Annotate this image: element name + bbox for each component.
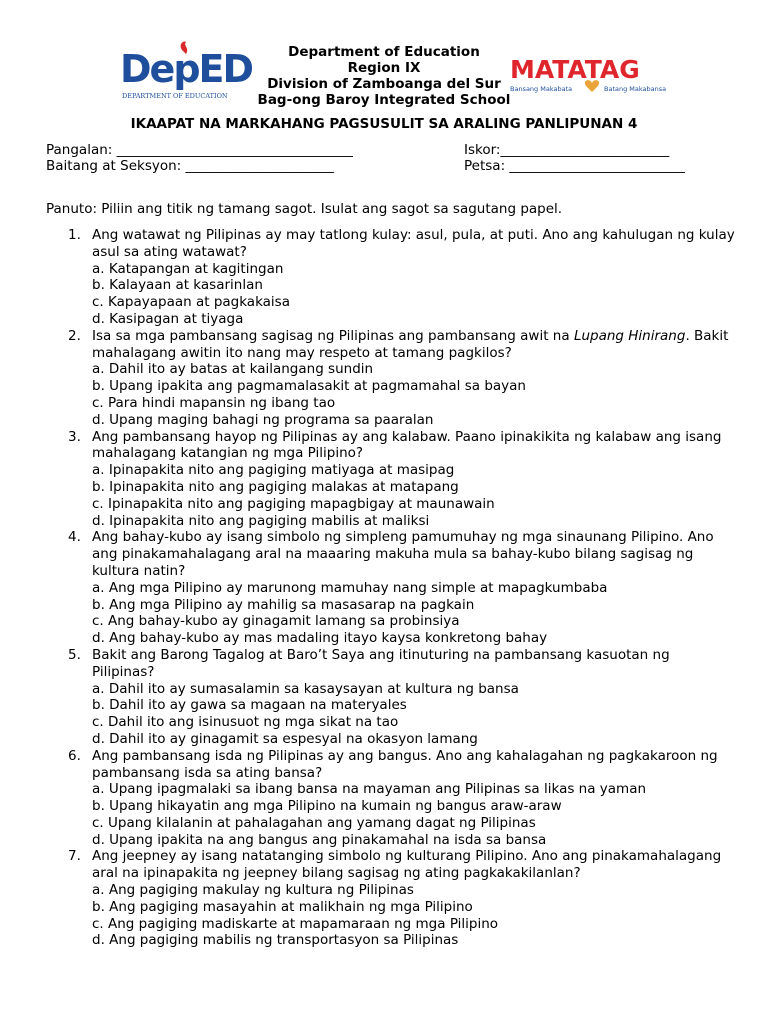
- choice-c: c. Para hindi mapansin ng ibang tao: [92, 394, 336, 411]
- choice-c: c. Ang pagiging madiskarte at mapamaraan ng mga Pilipino: [92, 915, 499, 932]
- grade-section-field[interactable]: Baitang at Seksyon: ______________________: [46, 158, 334, 174]
- svg-text:Batang Makabansa: Batang Makabansa: [604, 85, 667, 93]
- choice-b: b. Kalayaan at kasarinlan: [92, 277, 263, 294]
- instructions: Panuto: Piliin ang titik ng tamang sagot. Isulat ang sagot sa sagutang papel.: [46, 201, 563, 217]
- question-text: Ang pambansang isda ng Pilipinas ay ang bangus. Ano ang kahalagahan ng pagkakaroon ng pambansang isda sa ating bansa?: [92, 747, 718, 781]
- choice-a: a. Ipinapakita nito ang pagiging matiyaga at masipag: [92, 462, 455, 479]
- date-field[interactable]: Petsa: __________________________: [464, 158, 685, 174]
- song-title: Lupang Hinirang: [573, 327, 686, 344]
- header-department: Department of Education: [288, 44, 480, 60]
- question-item: [46, 748, 736, 849]
- svg-text:MATATAG: MATATAG: [510, 55, 640, 84]
- question-item: [46, 848, 736, 949]
- question-number: 2.: [68, 327, 81, 344]
- exam-title: IKAAPAT NA MARKAHANG PAGSUSULIT SA ARALING PANLIPUNAN 4: [130, 116, 638, 132]
- question-number: 4.: [68, 529, 81, 546]
- header-school: Bag-ong Baroy Integrated School: [257, 92, 511, 108]
- question-number: 1.: [68, 227, 81, 243]
- question-item: [46, 529, 736, 647]
- question-item: [46, 429, 736, 530]
- choice-b: b. Ang mga Pilipino ay mahilig sa masasarap na pagkain: [92, 596, 475, 613]
- choice-a: a. Ang pagiging makulay ng kultura ng Pilipinas: [92, 882, 414, 899]
- question-text: Ang watawat ng Pilipinas ay may tatlong kulay: asul, pula, at puti. Ano ang kahulugan ng kulay asul sa ating watawat?: [92, 227, 735, 260]
- choice-d: d. Upang maging bahagi ng programa sa paaralan: [92, 411, 434, 428]
- choice-d: d. Dahil ito ay ginagamit sa espesyal na okasyon lamang: [92, 730, 478, 747]
- name-field[interactable]: Pangalan: ___________________________________: [46, 142, 353, 158]
- question-number: 7.: [68, 848, 81, 865]
- svg-text:DepED: DepED: [120, 47, 253, 91]
- header-text: [230, 44, 538, 108]
- question-list: [46, 227, 736, 949]
- question-text: Bakit ang Barong Tagalog at Baro’t Saya ang itinuturing na pambansang kasuotan ng Pilipinas?: [92, 646, 670, 680]
- choice-b: b. Dahil ito ay gawa sa magaan na materyales: [92, 697, 407, 714]
- choice-c: c. Kapayapaan at pagkakaisa: [92, 294, 290, 311]
- choice-c: c. Ang bahay-kubo ay ginagamit lamang sa probinsiya: [92, 613, 460, 630]
- svg-text:Bansang Makabata: Bansang Makabata: [510, 85, 573, 93]
- choice-b: b. Upang hikayatin ang mga Pilipino na kumain ng bangus araw-araw: [92, 798, 562, 815]
- choice-d: d. Ang bahay-kubo ay mas madaling itayo kaysa konkretong bahay: [92, 630, 548, 647]
- question-text: Ang bahay-kubo ay isang simbolo ng simpleng pamumuhay ng mga sinaunang Pilipino. Ano ang pinakamahalagang aral na maaaring makuha mula sa bahay-kubo bilang sagisag ng kultura natin?: [92, 529, 714, 579]
- question-number: 5.: [68, 646, 81, 663]
- choice-a: a. Upang ipagmalaki sa ibang bansa na mayaman ang Pilipinas sa likas na yaman: [92, 781, 647, 798]
- choice-a: a. Dahil ito ay batas at kailangang sundin: [92, 361, 374, 378]
- choice-b: b. Upang ipakita ang pagmamalasakit at pagmamahal sa bayan: [92, 378, 526, 395]
- choice-c: c. Dahil ito ang isinusuot ng mga sikat na tao: [92, 714, 399, 731]
- question-item: [46, 647, 736, 748]
- choice-d: d. Upang ipakita na ang bangus ang pinakamahal na isda sa bansa: [92, 831, 547, 848]
- header-region: Region IX: [347, 60, 421, 76]
- choice-a: a. Dahil ito ay sumasalamin sa kasaysayan at kultura ng bansa: [92, 680, 519, 697]
- choice-b: b. Ipinapakita nito ang pagiging malakas at matapang: [92, 478, 459, 495]
- question-text: Isa sa mga pambansang sagisag ng Pilipinas ang pambansang awit na Lupang Hinirang. Bakit mahalagang awitin ito nang may respeto at tamang pagkilos?: [92, 327, 729, 361]
- matatag-logo: [508, 52, 670, 102]
- choice-d: d. Ang pagiging mabilis ng transportasyon sa Pilipinas: [92, 932, 459, 949]
- header-division: Division of Zamboanga del Sur: [267, 76, 501, 92]
- choice-b: b. Ang pagiging masayahin at malikhain ng mga Pilipino: [92, 898, 473, 915]
- choice-c: c. Ipinapakita nito ang pagiging mapagbigay at maunawain: [92, 495, 495, 512]
- choice-d: d. Ipinapakita nito ang pagiging mabilis at maliksi: [92, 512, 430, 529]
- choice-a: a. Ang mga Pilipino ay marunong mamuhay nang simple at mapagkumbaba: [92, 579, 608, 596]
- svg-text:DEPARTMENT OF EDUCATION: DEPARTMENT OF EDUCATION: [122, 92, 228, 100]
- question-item: [46, 328, 736, 429]
- question-number: 3.: [68, 428, 81, 445]
- choice-c: c. Upang kilalanin at pahalagahan ang yamang dagat ng Pilipinas: [92, 814, 536, 831]
- choice-d: d. Kasipagan at tiyaga: [92, 310, 244, 327]
- question-text: Ang jeepney ay isang natatanging simbolo ng kulturang Pilipino. Ano ang pinakamahalagang aral na ipinapakita ng jeepney bilang sagisag ng ating pagkakakilanlan?: [92, 848, 722, 882]
- question-item: [46, 227, 736, 328]
- question-number: 6.: [68, 747, 81, 764]
- score-field[interactable]: Iskor:_________________________: [464, 142, 670, 158]
- question-text: Ang pambansang hayop ng Pilipinas ay ang kalabaw. Paano ipinakikita ng kalabaw ang isang mahalagang katangian ng mga Pilipino?: [92, 428, 722, 462]
- document-header: [0, 40, 768, 110]
- choice-a: a. Katapangan at kagitingan: [92, 260, 284, 277]
